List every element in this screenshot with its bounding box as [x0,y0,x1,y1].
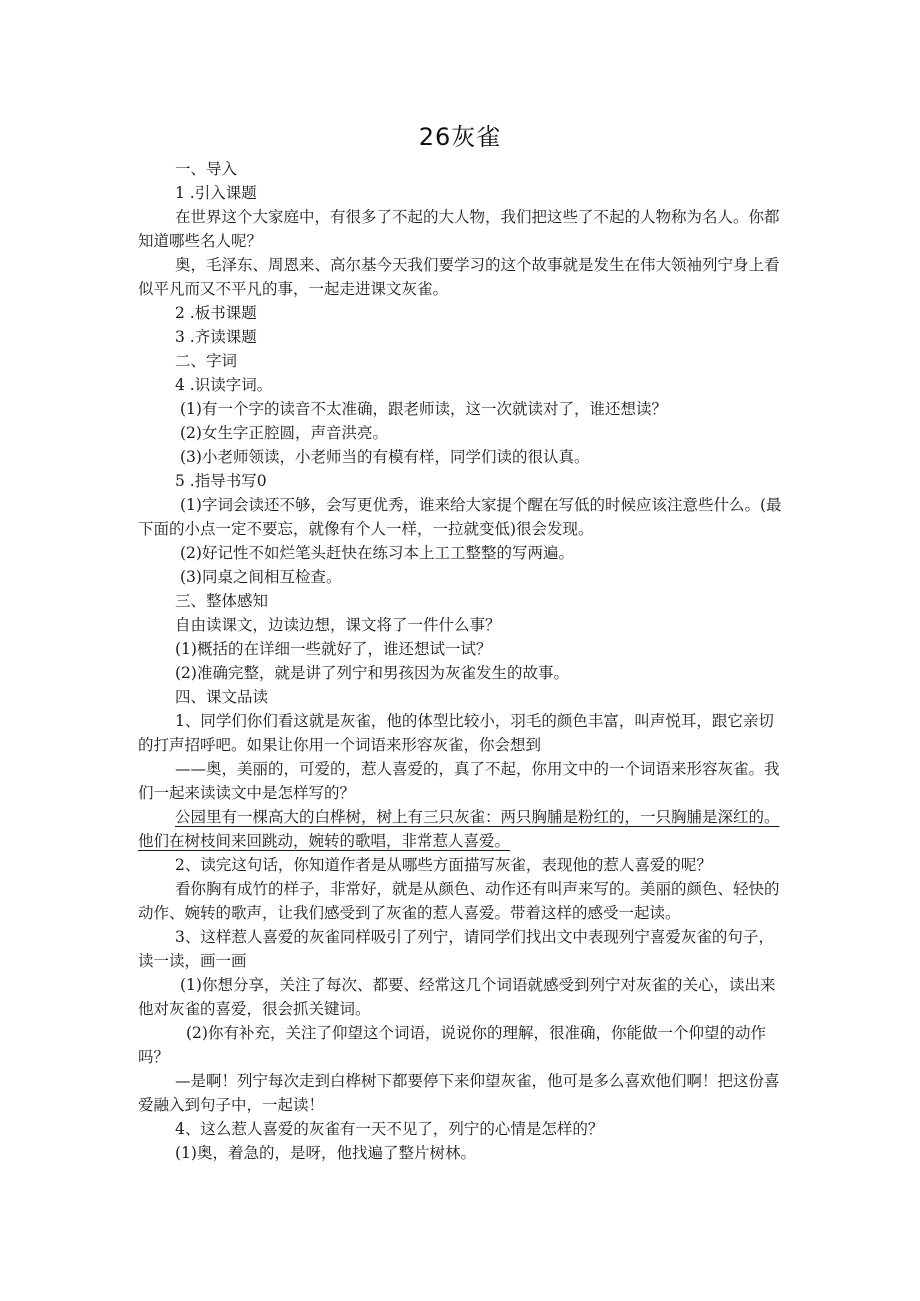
paragraph: (2)好记性不如烂笔头赶快在练习本上工工整整的写两遍。 [180,544,574,562]
paragraph: 4、这么惹人喜爱的灰雀有一天不见了，列宁的心情是怎样的？ [175,1120,604,1138]
paragraph: (2)准确完整，就是讲了列宁和男孩因为灰雀发生的故事。 [175,664,569,682]
paragraph: 奥，毛泽东、周恩来、高尔基今天我们要学习的这个故事就是发生在伟大领袖列宁身上看似平凡而又不平凡的事，一起走进课文灰雀。 [138,256,780,298]
paragraph: 2、读完这句话，你知道作者是从哪些方面描写灰雀，表现他的惹人喜爱的呢？ [175,856,712,874]
paragraph: 自由读课文，边读边想，课文将了一件什么事？ [175,616,501,634]
paragraph: 二、字词 [175,352,238,370]
paragraph: —是啊！列宁每次走到白桦树下都要停下来仰望灰雀，他可是多么喜欢他们啊！把这份喜爱融入到句子中，一起读！ [138,1072,780,1114]
paragraph: (2)你有补充，关注了仰望这个词语，说说你的理解，很准确，你能做一个仰望的动作吗？ [138,1024,766,1066]
paragraph: (2)女生字正腔圆，声音洪亮。 [180,424,388,442]
paragraph: (1)你想分享，关注了每次、都要、经常这几个词语就感受到列宁对灰雀的关心，读出来他对灰雀的喜爱，很会抓关键词。 [138,976,776,1018]
paragraph: (1)字词会读还不够，会写更优秀，谁来给大家提个醒在写低的时候应该注意些什么。(最下面的小点一定不要忘，就像有个人一样，一拉就变低)很会发现。 [138,496,782,538]
paragraph: 5 .指导书写0 [175,472,267,490]
paragraph: 一、导入 [175,160,238,178]
paragraph: 1 .引入课题 [175,184,257,202]
paragraph: 3 .齐读课题 [175,328,257,346]
paragraph: 2 .板书课题 [175,304,257,322]
paragraph: 4 .识读字词。 [175,376,273,394]
paragraph: (3)同桌之间相互检查。 [180,568,342,586]
paragraph: 在世界这个大家庭中，有很多了不起的大人物，我们把这些了不起的人物称为名人。你都知道哪些名人呢？ [138,208,780,250]
paragraph: ——奥，美丽的，可爱的，惹人喜爱的，真了不起，你用文中的一个词语来形容灰雀。我们一起来读读文中是怎样写的？ [138,760,780,802]
paragraph: 公园里有一棵高大的白桦树，树上有三只灰雀：两只胸脯是粉红的，一只胸脯是深红的。他们在树枝间来回跳动，婉转的歌唱，非常惹人喜爱。 [138,808,780,850]
document-body [138,157,788,1165]
paragraph: (1)概括的在详细一些就好了，谁还想试一试？ [175,640,492,658]
page-title: 26灰雀 [418,123,502,151]
paragraph: 1、同学们你们看这就是灰雀，他的体型比较小，羽毛的颜色丰富，叫声悦耳，跟它亲切的打声招呼吧。如果让你用一个词语来形容灰雀，你会想到 [138,712,774,754]
paragraph: (1)有一个字的读音不太准确，跟老师读，这一次就读对了，谁还想读？ [180,400,667,418]
paragraph: 三、整体感知 [175,592,269,610]
paragraph: (1)奥，着急的，是呀，他找遍了整片树林。 [175,1144,476,1162]
paragraph: (3)小老师领读，小老师当的有模有样，同学们读的很认真。 [180,448,590,466]
paragraph: 四、课文品读 [175,688,269,706]
paragraph: 看你胸有成竹的样子，非常好，就是从颜色、动作还有叫声来写的。美丽的颜色、轻快的动作、婉转的歌声，让我们感受到了灰雀的惹人喜爱。带着这样的感受一起读。 [138,880,780,922]
paragraph: 3、这样惹人喜爱的灰雀同样吸引了列宁，请同学们找出文中表现列宁喜爱灰雀的句子，读一读，画一画 [138,928,774,970]
